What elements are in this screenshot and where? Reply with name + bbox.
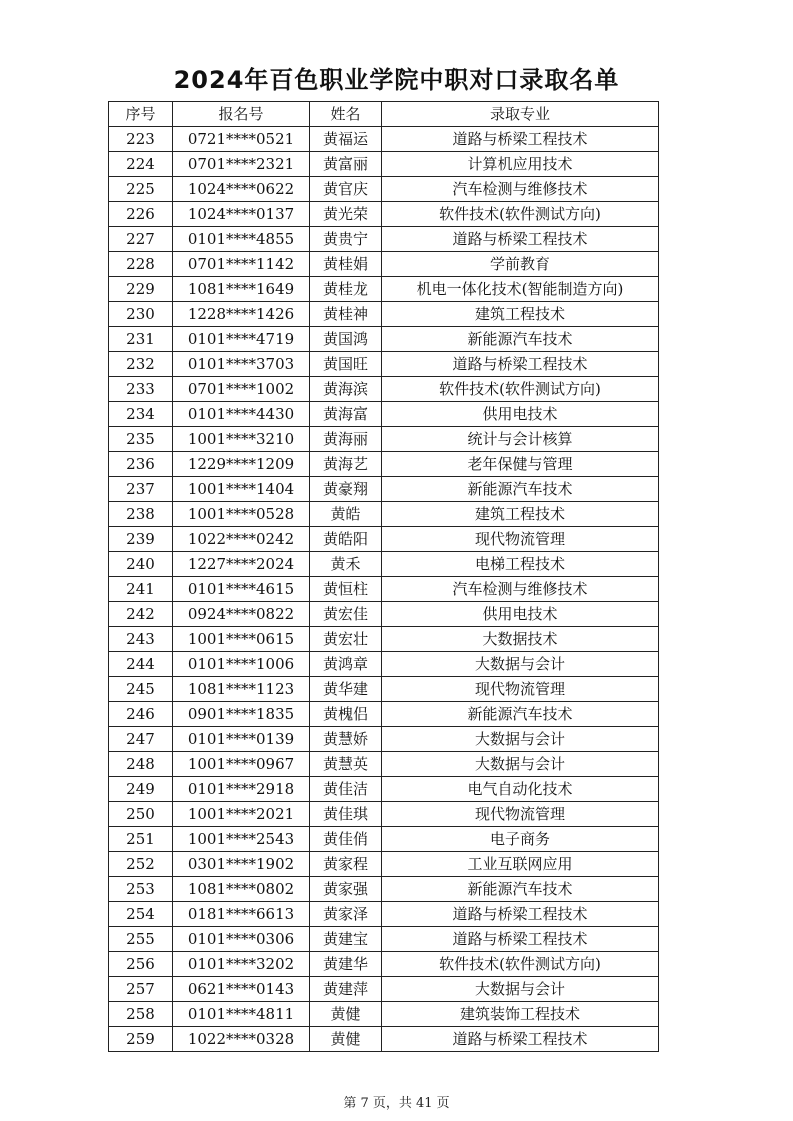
cell-major: 现代物流管理 (382, 677, 659, 702)
cell-reg-no: 1001****1404 (173, 477, 310, 502)
table-row (109, 452, 659, 477)
cell-seq: 241 (109, 577, 173, 602)
table-row (109, 952, 659, 977)
cell-major: 大数据与会计 (382, 752, 659, 777)
cell-reg-no: 0101****4719 (173, 327, 310, 352)
cell-major: 道路与桥梁工程技术 (382, 127, 659, 152)
cell-major: 建筑工程技术 (382, 302, 659, 327)
cell-name: 黄佳琪 (310, 802, 382, 827)
cell-reg-no: 1024****0137 (173, 202, 310, 227)
cell-name: 黄海富 (310, 402, 382, 427)
table-row (109, 427, 659, 452)
table-row (109, 252, 659, 277)
cell-name: 黄富丽 (310, 152, 382, 177)
cell-name: 黄慧娇 (310, 727, 382, 752)
cell-name: 黄建华 (310, 952, 382, 977)
cell-reg-no: 0101****3703 (173, 352, 310, 377)
table-row (109, 1002, 659, 1027)
cell-reg-no: 1001****2543 (173, 827, 310, 852)
cell-major: 学前教育 (382, 252, 659, 277)
cell-seq: 223 (109, 127, 173, 152)
cell-reg-no: 1022****0328 (173, 1027, 310, 1052)
cell-reg-no: 0701****2321 (173, 152, 310, 177)
table-row (109, 552, 659, 577)
cell-seq: 250 (109, 802, 173, 827)
cell-major: 新能源汽车技术 (382, 477, 659, 502)
cell-seq: 252 (109, 852, 173, 877)
cell-major: 软件技术(软件测试方向) (382, 952, 659, 977)
table-row (109, 902, 659, 927)
cell-seq: 230 (109, 302, 173, 327)
cell-major: 道路与桥梁工程技术 (382, 927, 659, 952)
cell-seq: 246 (109, 702, 173, 727)
table-row (109, 327, 659, 352)
cell-major: 现代物流管理 (382, 802, 659, 827)
cell-name: 黄建萍 (310, 977, 382, 1002)
cell-reg-no: 0301****1902 (173, 852, 310, 877)
table-row (109, 677, 659, 702)
admission-table (108, 101, 659, 1052)
cell-name: 黄健 (310, 1002, 382, 1027)
cell-name: 黄佳洁 (310, 777, 382, 802)
table-row (109, 727, 659, 752)
table-row (109, 302, 659, 327)
table-row (109, 477, 659, 502)
cell-reg-no: 1081****0802 (173, 877, 310, 902)
table-row (109, 802, 659, 827)
cell-seq: 251 (109, 827, 173, 852)
cell-seq: 247 (109, 727, 173, 752)
cell-major: 电气自动化技术 (382, 777, 659, 802)
table-row (109, 152, 659, 177)
table-row (109, 502, 659, 527)
table-row (109, 202, 659, 227)
table-row (109, 227, 659, 252)
cell-name: 黄福运 (310, 127, 382, 152)
table-row (109, 402, 659, 427)
cell-major: 工业互联网应用 (382, 852, 659, 877)
cell-reg-no: 1228****1426 (173, 302, 310, 327)
cell-major: 道路与桥梁工程技术 (382, 1027, 659, 1052)
cell-seq: 229 (109, 277, 173, 302)
cell-major: 大数据技术 (382, 627, 659, 652)
cell-seq: 248 (109, 752, 173, 777)
cell-reg-no: 1001****0615 (173, 627, 310, 652)
cell-major: 新能源汽车技术 (382, 327, 659, 352)
cell-seq: 245 (109, 677, 173, 702)
cell-reg-no: 0101****1006 (173, 652, 310, 677)
cell-seq: 224 (109, 152, 173, 177)
cell-seq: 240 (109, 552, 173, 577)
cell-major: 现代物流管理 (382, 527, 659, 552)
cell-name: 黄建宝 (310, 927, 382, 952)
page-footer: 第 7 页，共 41 页 (343, 1096, 450, 1111)
cell-reg-no: 1229****1209 (173, 452, 310, 477)
cell-major: 供用电技术 (382, 602, 659, 627)
cell-seq: 249 (109, 777, 173, 802)
cell-reg-no: 0101****4811 (173, 1002, 310, 1027)
cell-seq: 256 (109, 952, 173, 977)
cell-reg-no: 0101****0306 (173, 927, 310, 952)
cell-name: 黄海艺 (310, 452, 382, 477)
cell-name: 黄宏佳 (310, 602, 382, 627)
cell-major: 大数据与会计 (382, 727, 659, 752)
table-row (109, 777, 659, 802)
cell-seq: 231 (109, 327, 173, 352)
cell-reg-no: 1024****0622 (173, 177, 310, 202)
cell-name: 黄官庆 (310, 177, 382, 202)
cell-seq: 259 (109, 1027, 173, 1052)
cell-major: 新能源汽车技术 (382, 877, 659, 902)
cell-major: 新能源汽车技术 (382, 702, 659, 727)
cell-seq: 244 (109, 652, 173, 677)
table-row (109, 1027, 659, 1052)
table-row (109, 752, 659, 777)
table-row (109, 877, 659, 902)
cell-major: 道路与桥梁工程技术 (382, 227, 659, 252)
table-row (109, 277, 659, 302)
cell-reg-no: 1001****0528 (173, 502, 310, 527)
table-row (109, 977, 659, 1002)
cell-major: 汽车检测与维修技术 (382, 177, 659, 202)
cell-reg-no: 0101****4430 (173, 402, 310, 427)
cell-name: 黄家强 (310, 877, 382, 902)
cell-name: 黄恒柱 (310, 577, 382, 602)
cell-reg-no: 1022****0242 (173, 527, 310, 552)
header-name: 姓名 (310, 102, 382, 127)
cell-seq: 235 (109, 427, 173, 452)
cell-name: 黄禾 (310, 552, 382, 577)
cell-seq: 228 (109, 252, 173, 277)
cell-reg-no: 0101****4615 (173, 577, 310, 602)
table-row (109, 177, 659, 202)
table-row (109, 827, 659, 852)
cell-major: 大数据与会计 (382, 977, 659, 1002)
cell-name: 黄桂娟 (310, 252, 382, 277)
cell-name: 黄家泽 (310, 902, 382, 927)
cell-seq: 243 (109, 627, 173, 652)
table-header-row (109, 102, 659, 127)
cell-reg-no: 0101****4855 (173, 227, 310, 252)
cell-name: 黄华建 (310, 677, 382, 702)
table-row (109, 652, 659, 677)
cell-name: 黄国旺 (310, 352, 382, 377)
cell-major: 老年保健与管理 (382, 452, 659, 477)
cell-seq: 226 (109, 202, 173, 227)
cell-major: 电子商务 (382, 827, 659, 852)
cell-seq: 239 (109, 527, 173, 552)
table-row (109, 577, 659, 602)
cell-seq: 233 (109, 377, 173, 402)
cell-name: 黄皓 (310, 502, 382, 527)
cell-reg-no: 1081****1123 (173, 677, 310, 702)
cell-seq: 237 (109, 477, 173, 502)
cell-major: 道路与桥梁工程技术 (382, 352, 659, 377)
cell-reg-no: 0101****3202 (173, 952, 310, 977)
cell-major: 道路与桥梁工程技术 (382, 902, 659, 927)
cell-seq: 255 (109, 927, 173, 952)
table-row (109, 127, 659, 152)
cell-reg-no: 0901****1835 (173, 702, 310, 727)
cell-name: 黄光荣 (310, 202, 382, 227)
cell-reg-no: 1001****0967 (173, 752, 310, 777)
cell-seq: 238 (109, 502, 173, 527)
table-row (109, 852, 659, 877)
cell-seq: 234 (109, 402, 173, 427)
cell-major: 建筑工程技术 (382, 502, 659, 527)
cell-major: 机电一体化技术(智能制造方向) (382, 277, 659, 302)
cell-name: 黄豪翔 (310, 477, 382, 502)
page-title: 2024年百色职业学院中职对口录取名单 (173, 66, 620, 94)
cell-seq: 225 (109, 177, 173, 202)
cell-reg-no: 0621****0143 (173, 977, 310, 1002)
header-reg-no: 报名号 (173, 102, 310, 127)
cell-seq: 236 (109, 452, 173, 477)
cell-reg-no: 0721****0521 (173, 127, 310, 152)
table-row (109, 352, 659, 377)
cell-reg-no: 0101****0139 (173, 727, 310, 752)
cell-seq: 227 (109, 227, 173, 252)
cell-seq: 257 (109, 977, 173, 1002)
cell-major: 软件技术(软件测试方向) (382, 377, 659, 402)
cell-name: 黄宏壮 (310, 627, 382, 652)
cell-major: 汽车检测与维修技术 (382, 577, 659, 602)
cell-seq: 258 (109, 1002, 173, 1027)
cell-name: 黄国鸿 (310, 327, 382, 352)
cell-reg-no: 1001****2021 (173, 802, 310, 827)
cell-name: 黄海丽 (310, 427, 382, 452)
cell-name: 黄家程 (310, 852, 382, 877)
table-row (109, 377, 659, 402)
cell-name: 黄慧英 (310, 752, 382, 777)
cell-major: 建筑装饰工程技术 (382, 1002, 659, 1027)
cell-name: 黄海滨 (310, 377, 382, 402)
table-row (109, 527, 659, 552)
cell-major: 电梯工程技术 (382, 552, 659, 577)
cell-reg-no: 0101****2918 (173, 777, 310, 802)
table-row (109, 927, 659, 952)
cell-name: 黄佳俏 (310, 827, 382, 852)
cell-name: 黄桂龙 (310, 277, 382, 302)
cell-seq: 242 (109, 602, 173, 627)
header-seq: 序号 (109, 102, 173, 127)
table-row (109, 627, 659, 652)
cell-name: 黄贵宁 (310, 227, 382, 252)
table-row (109, 602, 659, 627)
cell-major: 统计与会计核算 (382, 427, 659, 452)
table-row (109, 702, 659, 727)
cell-reg-no: 1227****2024 (173, 552, 310, 577)
cell-seq: 232 (109, 352, 173, 377)
cell-reg-no: 1001****3210 (173, 427, 310, 452)
cell-reg-no: 0701****1002 (173, 377, 310, 402)
cell-major: 软件技术(软件测试方向) (382, 202, 659, 227)
cell-name: 黄桂神 (310, 302, 382, 327)
cell-reg-no: 0701****1142 (173, 252, 310, 277)
cell-major: 计算机应用技术 (382, 152, 659, 177)
cell-name: 黄鸿章 (310, 652, 382, 677)
cell-name: 黄槐侣 (310, 702, 382, 727)
cell-major: 供用电技术 (382, 402, 659, 427)
cell-name: 黄皓阳 (310, 527, 382, 552)
header-major: 录取专业 (382, 102, 659, 127)
cell-seq: 254 (109, 902, 173, 927)
cell-reg-no: 1081****1649 (173, 277, 310, 302)
cell-name: 黄健 (310, 1027, 382, 1052)
cell-reg-no: 0924****0822 (173, 602, 310, 627)
cell-seq: 253 (109, 877, 173, 902)
cell-major: 大数据与会计 (382, 652, 659, 677)
cell-reg-no: 0181****6613 (173, 902, 310, 927)
